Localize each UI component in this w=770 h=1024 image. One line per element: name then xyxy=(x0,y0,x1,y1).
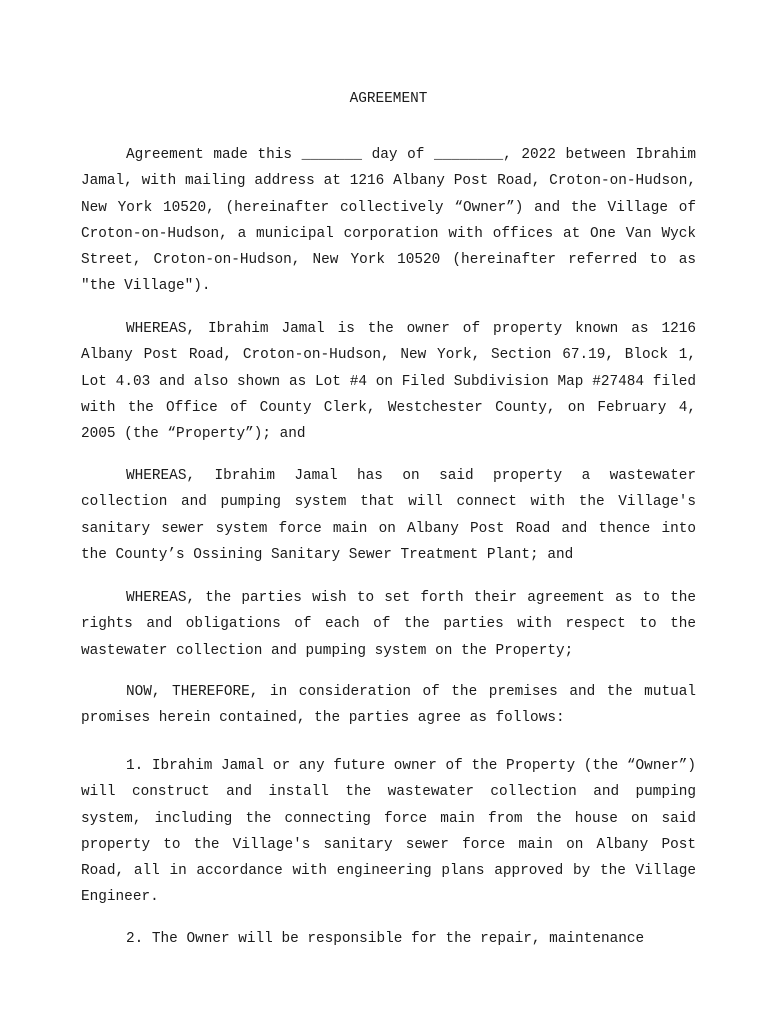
document-title: AGREEMENT xyxy=(349,91,428,107)
document-page xyxy=(81,0,696,1024)
clause-1-paragraph: 1. Ibrahim Jamal or any future owner of the Property (the “Owner”) will construct and install the wastewater collection and pumping system, including the connecting force main from the house on said property to the Village's sanitary sewer force main on Albany Post Road, all in accordance with engineering plans approved by the Village Engineer. xyxy=(81,758,696,906)
now-therefore-paragraph: NOW, THEREFORE, in consideration of the premises and the mutual promises herein contained, the parties agree as follows: xyxy=(81,684,696,727)
whereas-parties-paragraph: WHEREAS, the parties wish to set forth their agreement as to the rights and obligations of each of the parties with respect to the wastewater collection and pumping system on the Property; xyxy=(81,590,696,659)
intro-paragraph: Agreement made this _______ day of ________, 2022 between Ibrahim Jamal, with mailing address at 1216 Albany Post Road, Croton-on-Hudson, New York 10520, (hereinafter collectively “Owner”) and the Village of Croton-on-Hudson, a municipal corporation with offices at One Van Wyck Street, Croton-on-Hudson, New York 10520 (hereinafter referred to as "the Village"). xyxy=(81,147,696,295)
clause-2-paragraph: 2. The Owner will be responsible for the repair, maintenance xyxy=(126,931,645,947)
whereas-property-paragraph: WHEREAS, Ibrahim Jamal is the owner of property known as 1216 Albany Post Road, Croton-on-Hudson, New York, Section 67.19, Block 1, Lot 4.03 and also shown as Lot #4 on Filed Subdivision Map #27484 filed with the Office of County Clerk, Westchester County, on February 4, 2005 (the “Property”); and xyxy=(81,321,696,443)
whereas-system-paragraph: WHEREAS, Ibrahim Jamal has on said property a wastewater collection and pumping system that will connect with the Village's sanitary sewer system force main on Albany Post Road and thence into the County’s Ossining Sanitary Sewer Treatment Plant; and xyxy=(81,468,696,563)
